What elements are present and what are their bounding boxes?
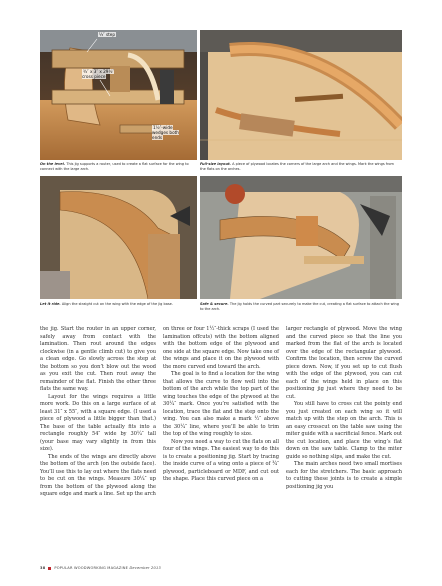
caption-on-the-level: On the level. This jig supports a router, used to create a flat surface for the wing to connect with the large arch. bbox=[40, 162, 189, 171]
paragraph: Layout for the wings requires a little more work. Do this on a large surface of at least 31″ x 55″, with a square edge. (I used a piece of plywood a little bigger than that.) The base of the table actually fits into a rectangle roughly 54″ wide by 30¼″ tall (your base may vary slightly in from this size). bbox=[40, 393, 156, 452]
body-column-2 bbox=[163, 326, 279, 484]
caption-full-size-layout: Full-size layout. A piece of plywood locates the corners of the large arch and the wings. Mark the wings from the flats on the arches. bbox=[200, 162, 394, 171]
layout-illustration bbox=[200, 30, 402, 160]
photo-router-jig bbox=[40, 30, 197, 160]
table-saw-illustration bbox=[200, 176, 402, 299]
photo-let-it-ride bbox=[40, 176, 197, 299]
paragraph: The ends of the wings are directly above the bottom of the arch (on the outside face). You’ll use this to lay out where the flats need to be cut on the wings. Measure 30¼″ up from the bottom of the plywood along the square edge and mark a line. Set up the arch bbox=[40, 453, 156, 497]
photo-full-size-layout bbox=[200, 30, 402, 160]
paragraph: The goal is to find a location for the wing that allows the curve to flow well into the bottom of the arch while the top part of the wing touches the edge of the plywood at the 30¼″ mark. Once you’re satisfied with the location, trace the flat and the step onto the wing. You can also make a mark ½″ above the 30¼″ line, where you’ll be able to trim the top of the wing roughly to size. bbox=[163, 371, 279, 437]
paragraph: Now you need a way to cut the flats on all four of the wings. The easiest way to do this is to create a positioning jig. Start by tracing the inside curve of a wing onto a piece of ¾″ plywood, particleboard or MDF, and cut out the shape. Place this curved piece on a bbox=[163, 438, 279, 482]
paragraph: the jig. Start the router in an upper corner, safely away from contact with the lamination. Then rout around the edges clockwise (in a gentle climb cut) to give you a clean edge. Go slowly across the step at the bottom so you don’t blow out the wood as you exit the cut. Then rout away the remainder of the flat. Finish the other three flats the same way. bbox=[40, 326, 156, 392]
body-column-3 bbox=[286, 326, 402, 491]
callout-step: ⅓″ step bbox=[99, 32, 116, 37]
paragraph: You still have to cross cut the pointy end you just created on each wing so it will match up with the step on the arch. This is an easy crosscut on the table saw using the miter guide with a sacrificial fence. Mark out the cut location, and place the wing’s flat down on the saw table. Clamp to the miter guide so nothing slips, and make the cut. bbox=[286, 401, 402, 460]
paragraph: larger rectangle of plywood. Move the wing and the curved piece so that the line you marked from the flat of the arch is located over the edge of the rectangular plywood. Confirm the location, then screw the curved piece down. Now, if you set up to cut flush with the edge of the plywood, you can cut each of the wings held in place on this positioning jig just where they need to be cut. bbox=[286, 326, 402, 400]
body-column-1 bbox=[40, 326, 156, 499]
callout-cross-piece: ¾″ x 3″ x 29½″ cross piece bbox=[82, 69, 115, 79]
page-footer bbox=[40, 566, 161, 570]
wing-jig-illustration bbox=[40, 176, 197, 299]
router-jig-illustration bbox=[40, 30, 197, 160]
caption-let-it-ride: Let it ride. Align the straight cut on the wing with the edge of the jig base. bbox=[40, 302, 173, 306]
photo-safe-secure bbox=[200, 176, 402, 299]
page-number: 38 bbox=[40, 566, 46, 570]
issue-date: December 2013 bbox=[129, 566, 161, 570]
callout-wedges: 1½″-wide wedges both ends bbox=[152, 125, 179, 140]
caption-safe-secure: Safe & secure. The jig holds the curved part securely to make the cut, creating a flat surface to attach the wing to the arch. bbox=[200, 302, 399, 311]
magazine-name: POPULAR WOODWORKING MAGAZINE bbox=[54, 566, 129, 570]
paragraph: on three or four 1½″-thick scraps (I used the lamination offcuts) with the bottom aligned with the bottom edge of the plywood and one side at the square edge. Now take one of the wings and place it on the plywood with the more curved end toward the arch. bbox=[163, 326, 279, 370]
bullet-icon bbox=[48, 567, 51, 570]
paragraph: The main arches need two small mortises each for the stretchers. The basic approach to cutting these joints is to create a simple positioning jig you bbox=[286, 461, 402, 490]
